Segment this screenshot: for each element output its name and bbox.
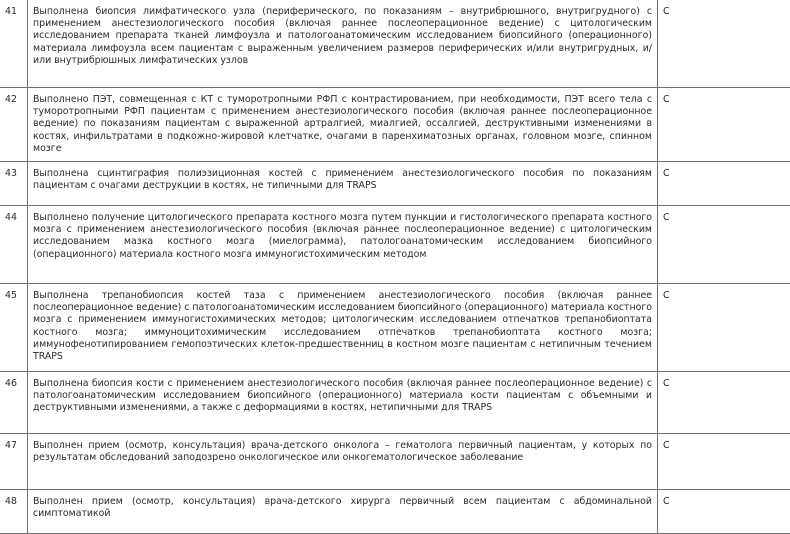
criterion-text: Выполнена биопсия лимфатического узла (периферического, по показаниям – внутрибрюшного, внутригрудного) с применением анестезиологического пособия (включая раннее послеоперационное ведение) с цитологическим исследованием препарата тканей лимфоузла и патологоанатомическим исследованием биопсийного (операционного) материала лимфоузла всем пациентам с выраженным увеличением размеров периферических и/или внутригрудных, и/или внутрибрюшных лимфатических узлов	[33, 6, 652, 67]
table-row	[0, 206, 790, 284]
criterion-cell	[28, 434, 658, 490]
evidence-grade: С	[658, 372, 790, 434]
criterion-text: Выполнена биопсия кости с применением анестезиологического пособия (включая раннее послеоперационное ведение) с патологоанатомическим исследованием биопсийного (операционного) материала кости пациентам с объемными и деструктивными изменениями, а также с деформациями в костях, нетипичными для TRAPS	[33, 378, 652, 415]
criterion-text: Выполнен прием (осмотр, консультация) врача-детского хирурга первичный всем пациентам с абдоминальной симптоматикой	[33, 496, 652, 520]
criterion-cell	[28, 162, 658, 206]
table-row	[0, 0, 790, 88]
row-number: 44	[0, 206, 28, 284]
evidence-grade: С	[658, 0, 790, 88]
criterion-text: Выполнена сцинтиграфия полиэзиционная костей с применением анестезиологического пособия по показаниям пациентам с очагами деструкции в костях, не типичными для TRAPS	[33, 168, 652, 192]
row-number: 45	[0, 284, 28, 372]
table-row	[0, 490, 790, 534]
table-row	[0, 88, 790, 162]
table-row	[0, 284, 790, 372]
evidence-grade: С	[658, 284, 790, 372]
evidence-grade: С	[658, 434, 790, 490]
evidence-grade: С	[658, 162, 790, 206]
criterion-text: Выполнено получение цитологического препарата костного мозга путем пункции и гистологического препарата костного мозга с применением анестезиологического пособия (включая раннее послеоперационное ведение) с цитологическим исследованием мазка костного мозга (миелограмма), патологоанатомическим исследованием биопсийного (операционного) материала костного мозга иммуногистохимическим методом	[33, 212, 652, 261]
criterion-cell	[28, 372, 658, 434]
table-row	[0, 162, 790, 206]
row-number: 47	[0, 434, 28, 490]
evidence-grade: С	[658, 490, 790, 534]
row-number: 41	[0, 0, 28, 88]
table-row	[0, 372, 790, 434]
criterion-text: Выполнено ПЭТ, совмещенная с КТ с туморотропными РФП с контрастированием, при необходимости, ПЭТ всего тела с туморотропными РФП пациентам с применением анестезиологического пособия (включая раннее послеоперационное ведение) по показаниям пациентам с выраженной артралгией, миалгией, оссалгией, деструктивными изменениями в костях, инфильтратами в подкожно-жировой клетчатке, очагами в паренхиматозных органах, головном мозге, спинном мозге	[33, 94, 652, 155]
row-number: 42	[0, 88, 28, 162]
criterion-cell	[28, 284, 658, 372]
criterion-cell	[28, 88, 658, 162]
criterion-text: Выполнена трепанобиопсия костей таза с применением анестезиологического пособия (включая раннее послеоперационное ведение) с патологоанатомическим исследованием биопсийного (операционного) материала костного мозга с применением иммуногистохимических методов; цитологическим исследованием отпечатков трепанобиоптата костного мозга; иммуноцитохимическим исследованием отпечатков трепанобиоптата костного мозга; иммунофенотипированием гемопоэтических клеток-предшественниц в костном мозге пациентам с нетипичным течением TRAPS	[33, 290, 652, 363]
evidence-grade: С	[658, 206, 790, 284]
evidence-grade: С	[658, 88, 790, 162]
row-number: 48	[0, 490, 28, 534]
table-row	[0, 434, 790, 490]
row-number: 46	[0, 372, 28, 434]
criterion-cell	[28, 490, 658, 534]
criterion-cell	[28, 206, 658, 284]
criterion-cell	[28, 0, 658, 88]
criterion-text: Выполнен прием (осмотр, консультация) врача-детского онколога – гематолога первичный пациентам, у которых по результатам обследований заподозрено онкологическое или онкогематологическое заболевание	[33, 440, 652, 464]
row-number: 43	[0, 162, 28, 206]
